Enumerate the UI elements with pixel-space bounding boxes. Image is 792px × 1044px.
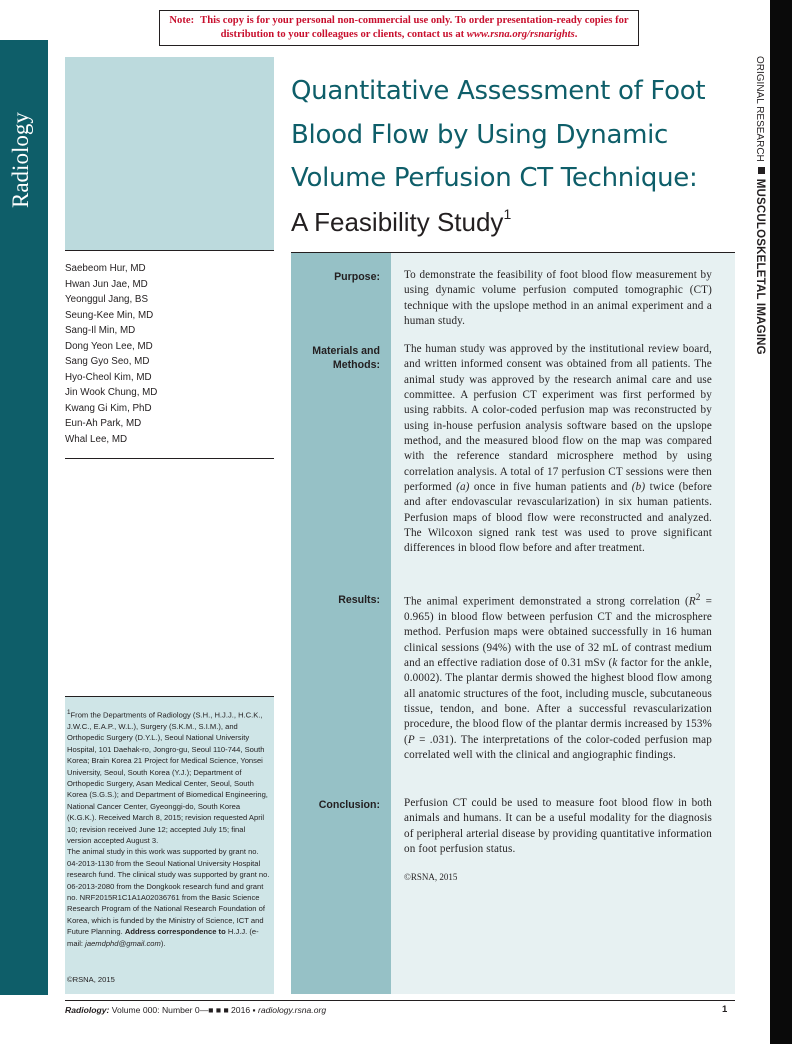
abstract-copyright: ©RSNA, 2015	[404, 872, 458, 882]
title-footnote-mark: 1	[503, 205, 512, 222]
author-name: Yeonggul Jang, BS	[65, 294, 148, 305]
correspondence-label: Address correspondence to	[124, 927, 226, 937]
divider	[65, 458, 274, 459]
right-edge-bar	[770, 0, 792, 1044]
author-name: Hwan Jun Jae, MD	[65, 278, 148, 290]
methods-label: Materials and Methods:	[312, 345, 380, 371]
section-name: MUSCULOSKELETAL IMAGING	[754, 178, 766, 355]
author-panel	[65, 57, 274, 250]
results-text: The animal experiment demonstrated a strong correlation $(R^2 = 0.965)$ in blood flow between perfusion CT and the microsphere method. Perfusion maps were obtained successfully in 16 human clinical sessions (94%) with the use of 32 mL of contrast medium and an effective radiation dose of 0.31 mSv (k factor for the ankle, 0.0002). The plantar dermis showed the highest blood flow among all anatomic structures of the foot, including muscle, subcutaneous tissue, tendon, and bone. After a successful revascularization procedure, the blood flow of the plantar dermis increased by 153% (P = .031). The interpretations of the color-coded perfusion map correlated well with the clinical and angiographic findings.	[404, 593, 712, 762]
author-name: Sang-Il Min, MD	[65, 325, 136, 336]
results-label: Results:	[338, 594, 380, 606]
notice-label: Note:	[169, 15, 195, 26]
footer-divider	[65, 1000, 735, 1001]
conclusion-label: Conclusion:	[318, 799, 380, 811]
notice-link[interactable]: www.rsna.org/rsnarights	[466, 29, 575, 40]
author-name: Jin Wook Chung, MD	[65, 387, 158, 398]
square-bullet-icon	[758, 167, 765, 174]
footer-volume: Volume 000: Number 0—■ ■ ■ 2016 ▪	[109, 1005, 258, 1015]
correspondence-email[interactable]: jaemdphd@gmail.com	[85, 938, 161, 948]
methods-text: The human study was approved by the institutional review board, and written informed consent was obtained from all patients. The animal study was approved by the research animal care and use committee. A perfusion CT experiment was first performed by using rabbits. A color-coded perfusion map was reconstructed by using in-house perfusion analysis software based on the upslope method, and the measured blood flow on the map was compared with the reference standard microsphere method by using correlation analysis. A total of 17 perfusion CT sessions were then performed (a) once in five human patients and (b) twice (before and after endovascular revascularization) in six human patients. Perfusion maps of blood flow were reconstructed and analyzed. The Wilcoxon signed rank test was used to prove significant differences in blood flow before and after treatment.	[404, 343, 712, 555]
footnote-panel	[65, 696, 274, 994]
author-name: Saebeom Hur, MD	[65, 263, 146, 274]
footnote-copyright: ©RSNA, 2015	[67, 975, 115, 984]
section-label	[754, 56, 766, 376]
notice-text: This copy is for your personal non-commercial use only. To order presentation-ready copies for distribution to your colleagues or clients, contact us at	[200, 15, 629, 40]
page-number: 1	[722, 1004, 728, 1015]
divider	[291, 252, 735, 253]
author-name: Sang Gyo Seo, MD	[65, 356, 150, 367]
article-title-sub: A Feasibility Study$^1$	[291, 205, 512, 237]
footer-citation	[65, 1005, 326, 1015]
footnote-support: The animal study in this work was supported by grant no. 04-2013-1130 from the Seoul National University Hospital research fund. The clinical study was supported by grant no. 06-2013-2080 from the Dongkook research fund and grant no. NRF2015R1C1A1A02036761 from the Basic Science Research Program of the National Research Foundation of Korea, which is funded by the Ministry of Science, ICT and Future Planning. Address correspondence to H.J.J. (e-mail: jaemdphd@gmail.com).	[67, 847, 270, 948]
footnote-text	[67, 707, 270, 846]
conclusion-text: Perfusion CT could be used to measure foot blood flow in both animals and humans. It can be a useful modality for the diagnosis of peripheral arterial disease by providing quantitative information on foot perfusion status.	[404, 797, 712, 856]
footer-journal: Radiology:	[65, 1005, 110, 1015]
purpose-text: To demonstrate the feasibility of foot blood flow measurement by using dynamic volume perfusion computed tomographic (CT) technique with the upslope method in an animal experiment and a human study.	[404, 269, 712, 328]
category-label: ORIGINAL RESEARCH	[754, 56, 765, 162]
divider	[65, 250, 274, 251]
author-list	[65, 261, 274, 447]
footnote-mark: 1	[67, 709, 71, 716]
article-title-main: Quantitative Assessment of Foot Blood Flow by Using Dynamic Volume Perfusion CT Technique:	[291, 76, 706, 193]
journal-name: Radiology	[8, 112, 33, 208]
footer-url[interactable]: radiology.rsna.org	[257, 1005, 327, 1015]
footnote-affiliations: From the Departments of Radiology (S.H., H.J.J., H.C.K., J.W.C., E.A.P., W.L.), Surgery (S.K.M., S.I.M.), and Orthopedic Surgery (D.Y.L.), Seoul National University Hospital, 101 Daehak-ro, Jongro-gu, Seoul 110-744, South Korea; Brain Korea 21 Project for Medical Science, Yonsei University, Seoul, South Korea (Y.J.); Department of Orthopedic Surgery, Asan Medical Center, Seoul, South Korea (S.G.S.); and Department of Biomedical Engineering, National Cancer Center, Gyeonggi-do, South Korea (K.G.K.). Received March 8, 2015; revision requested April 10; revision received June 12; accepted July 15; final version accepted August 3.	[67, 710, 268, 845]
author-name: Seung-Kee Min, MD	[65, 309, 154, 321]
purpose-label: Purpose:	[334, 271, 380, 283]
copyright-notice: Note: This copy is for your personal non-commercial use only. To order presentation-ready copies for distribution to your colleagues or clients, contact us at www.rsna.org/rsnarights.	[159, 10, 639, 46]
article-title	[291, 70, 731, 244]
author-name: Whal Lee, MD	[65, 433, 128, 445]
author-name: Kwang Gi Kim, PhD	[65, 402, 152, 414]
author-name: Eun-Ah Park, MD	[65, 418, 142, 429]
author-name: Hyo-Cheol Kim, MD	[65, 371, 152, 383]
journal-tab	[0, 40, 48, 995]
author-name: Dong Yeon Lee, MD	[65, 340, 153, 352]
